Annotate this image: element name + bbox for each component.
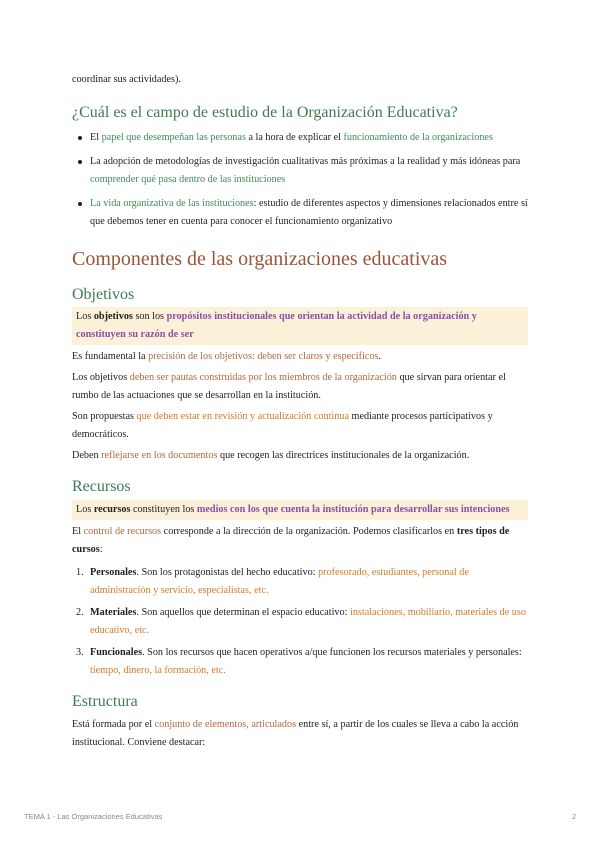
objetivos-p4: Deben reflejarse en los documentos que recogen las directrices institucionales de la organización.	[72, 450, 470, 461]
objetivos-p2: Los objetivos deben ser pautas construidas por los miembros de la organización que sirvan para orientar el rumbo de las actuaciones que se desarrollan en la institución.	[72, 372, 506, 401]
list-item: La vida organizativa de las instituciones: estudio de diferentes aspectos y dimensiones relacionados entre sí que debemos tener en cuenta para conocer el funcionamiento organizativo	[72, 195, 528, 231]
objetivos-heading: Objetivos	[72, 286, 135, 303]
list-item: El papel que desempeñan las personas a la hora de explicar el funcionamiento de la organizaciones	[72, 129, 528, 147]
objetivos-p3: Son propuestas que deben estar en revisión y actualización continua mediante procesos participativos y democráticos.	[72, 411, 493, 440]
footer-title: TEMA 1 - Las Organizaciones Educativas	[24, 812, 163, 821]
recursos-heading: Recursos	[72, 478, 131, 495]
campo-heading: ¿Cuál es el campo de estudio de la Organización Educativa?	[72, 104, 458, 121]
objetivos-definition: Los objetivos son los propósitos institucionales que orientan la actividad de la organización y constituyen su razón de ser	[72, 307, 528, 345]
recursos-list	[72, 564, 528, 680]
objetivos-p1: Es fundamental la precisión de los objetivos: deben ser claros y específicos.	[72, 351, 381, 362]
estructura-heading: Estructura	[72, 693, 138, 710]
estructura-p1: Está formada por el conjunto de elementos, articulados entre sí, a partir de los cuales se lleva a cabo la acción institucional. Conviene destacar:	[72, 719, 519, 748]
componentes-heading: Componentes de las organizaciones educativas	[72, 248, 448, 270]
page-footer	[24, 812, 576, 821]
page-content	[72, 0, 528, 752]
recursos-definition: Los recursos constituyen los medios con los que cuenta la institución para desarrollar sus intenciones	[72, 500, 528, 520]
bullet-icon	[78, 202, 82, 206]
recursos-p1: El control de recursos corresponde a la dirección de la organización. Podemos clasificarlos en tres tipos de cursos:	[72, 526, 510, 555]
page-number: 2	[571, 812, 576, 821]
campo-list	[72, 129, 528, 231]
list-item: 2. Materiales. Son aquellos que determinan el espacio educativo: instalaciones, mobiliario, materiales de uso educativo, etc.	[76, 607, 526, 636]
list-item: 3. Funcionales. Son los recursos que hacen operativos a/que funcionen los recursos materiales y personales: tiempo, dinero, la formación, etc.	[76, 647, 522, 676]
list-item: 1. Personales. Son los protagonistas del hecho educativo: profesorado, estudiantes, personal de administración y servicio, especialistas, etc.	[76, 567, 469, 596]
bullet-icon	[78, 136, 82, 140]
intro-tail: coordinar sus actividades).	[72, 74, 181, 85]
bullet-icon	[78, 160, 82, 164]
list-item: La adopción de metodologías de investigación cualitativas más próximas a la realidad y más idóneas para comprender qué pasa dentro de las instituciones	[72, 153, 528, 189]
